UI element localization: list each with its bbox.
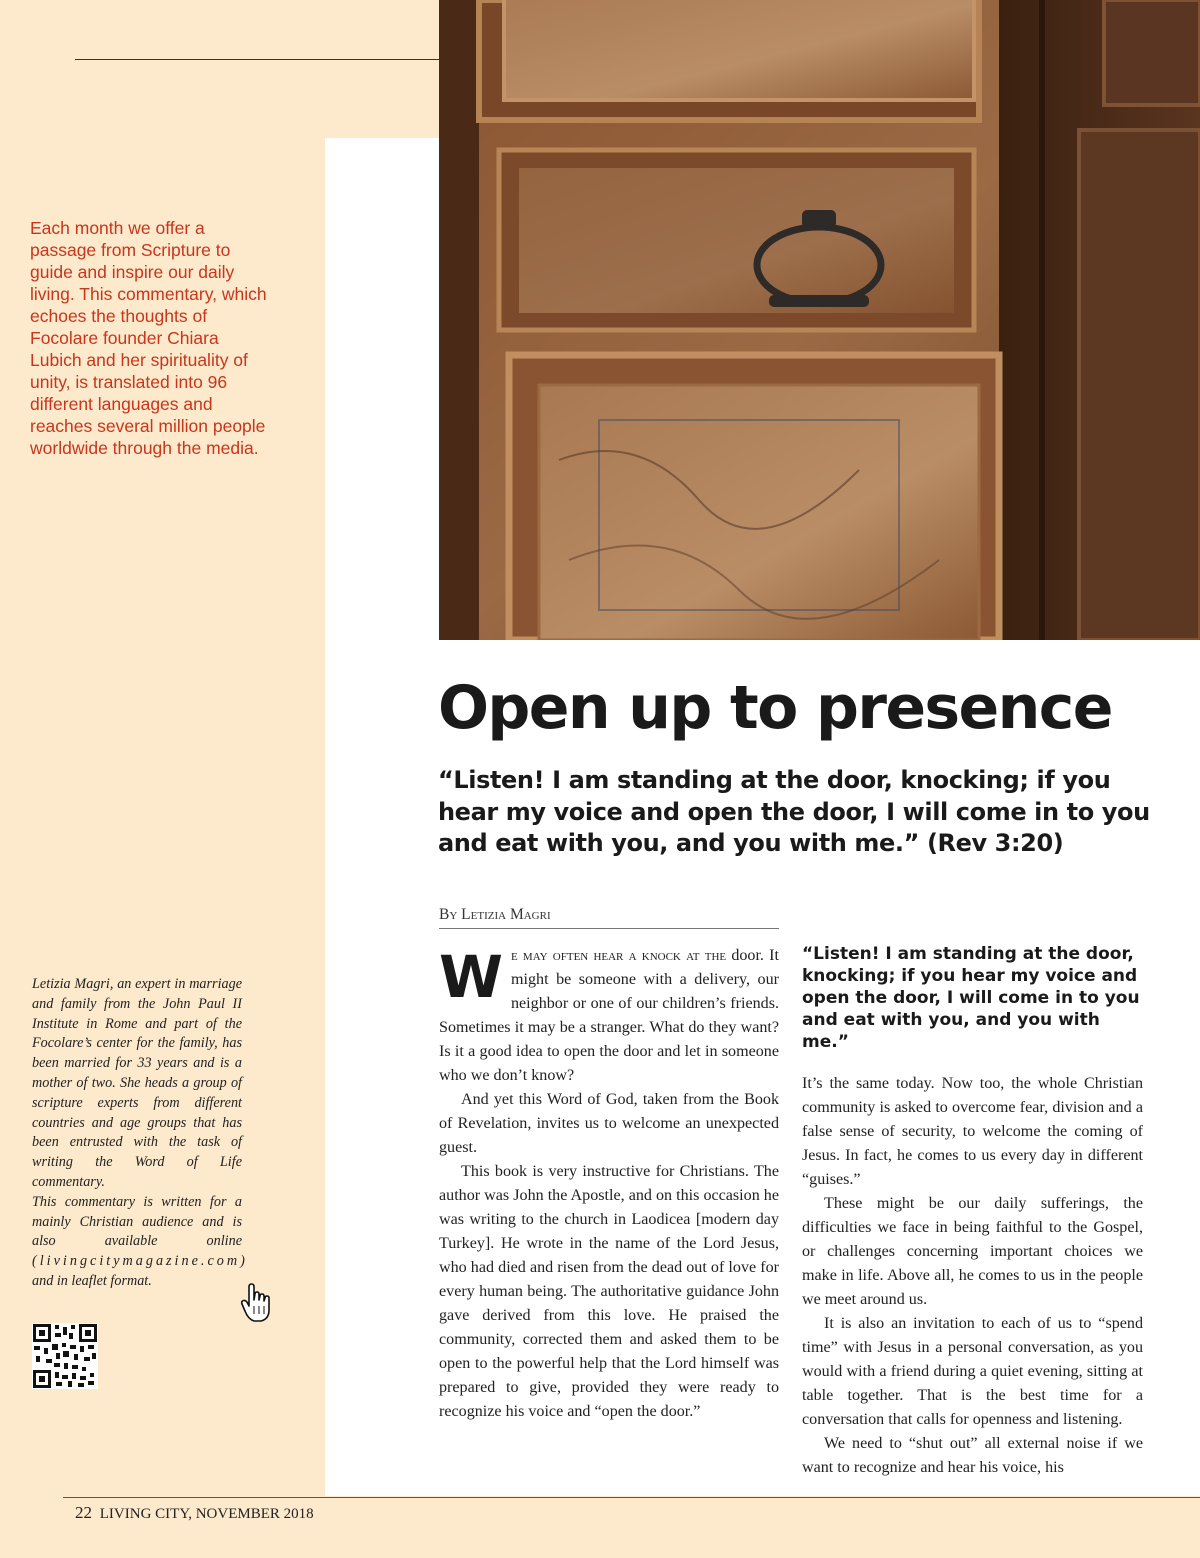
paragraph: And yet this Word of God, taken from the Book of Revelation, invites us to welcome an unexpected guest. — [439, 1091, 779, 1156]
top-rule — [75, 59, 439, 60]
wooden-door-photo — [439, 0, 1200, 640]
author-bio-text: Letizia Magri, an expert in marriage and family from the John Paul II Institute in Rome and part of the Focolare’s center for the family, has been married for 33 years and is a mother of two. She heads a group of scripture experts from different countries and age groups that has been entrusted with the task of writing the Word of Life commentary. — [32, 976, 242, 1190]
paragraph: These might be our daily sufferings, the difficulties we face in being faithful to the Gospel, or challenges concerning important choices we make in life. Above all, he comes to us in the people we meet around us. — [802, 1195, 1143, 1308]
paragraph-text: door. It might be someone with a delivery, our neighbor or one of our children’s friends. Sometimes it may be a stranger. What do they want? Is it a good idea to open the door and let in someone who we don’t know? — [439, 947, 779, 1084]
article-column-right — [802, 1072, 1143, 1480]
article-title: Open up to presence — [438, 673, 1112, 743]
sidebar-intro: Each month we offer a passage from Scripture to guide and inspire our daily living. This commentary, which echoes the thoughts of Focolare founder Chiara Lubich and her spirituality of unity, is translated into 96 different languages and reaches several million people worldwide through the media. — [30, 218, 267, 458]
paragraph: It is also an invitation to each of us to “spend time” with Jesus in a personal conversation, as you would with a friend during a quiet evening, sitting at table together. That is the best time for a conversation that calls for openness and listening. — [802, 1315, 1143, 1428]
article-column-left — [439, 944, 779, 1424]
lead-in: e may often hear a knock at the — [510, 947, 727, 964]
footer-rule — [63, 1497, 1200, 1498]
drop-cap: W — [439, 943, 503, 1011]
byline — [439, 906, 779, 929]
publication-name: LIVING CITY, NOVEMBER 2018 — [99, 1506, 314, 1522]
article-subtitle: “Listen! I am standing at the door, knocking; if you hear my voice and open the door, I will come in to you and eat with you, and you with me.” (Rev 3:20) — [438, 766, 1150, 857]
paragraph: This book is very instructive for Christians. The author was John the Apostle, and on this occasion he was writing to the church in Laodicea [modern day Turkey]. He wrote in the name of the Lord Jesus, who had died and risen from the dead out of love for every human being. The authoritative guidance John gave derived from this love. He praised the community, corrected them and asked them to be open to the powerful help that the Lord himself was prepared to give, provided they were ready to recognize his voice and “open the door.” — [439, 1163, 779, 1420]
online-note-text: This commentary is written for a mainly Christian audience and is also available online — [32, 1193, 242, 1250]
online-note-end: and in leaflet format. — [32, 1272, 152, 1289]
online-note — [32, 1193, 248, 1292]
author-name: Letizia Magri — [461, 906, 551, 923]
qr-code[interactable] — [32, 1323, 98, 1394]
paragraph: It’s the same today. Now too, the whole Christian community is asked to overcome fear, division and a false sense of security, to welcome the coming of Jesus. In fact, he comes to us every day in different “guises.” — [802, 1075, 1143, 1188]
paragraph: We need to “shut out” all external noise if we want to recognize and hear his voice, his — [802, 1435, 1143, 1476]
byline-prefix: By — [439, 906, 458, 923]
website-link[interactable]: (livingcitymagazine.com) — [32, 1253, 248, 1270]
hand-pointer-icon — [240, 1283, 274, 1328]
author-bio — [32, 975, 248, 1292]
paragraph — [439, 944, 779, 1088]
pull-quote: “Listen! I am standing at the door, knocking; if you hear my voice and open the door, I will come in to you and eat with you, and you with me.” — [802, 944, 1140, 1052]
page-footer — [75, 1503, 314, 1523]
page-number: 22 — [75, 1503, 92, 1522]
